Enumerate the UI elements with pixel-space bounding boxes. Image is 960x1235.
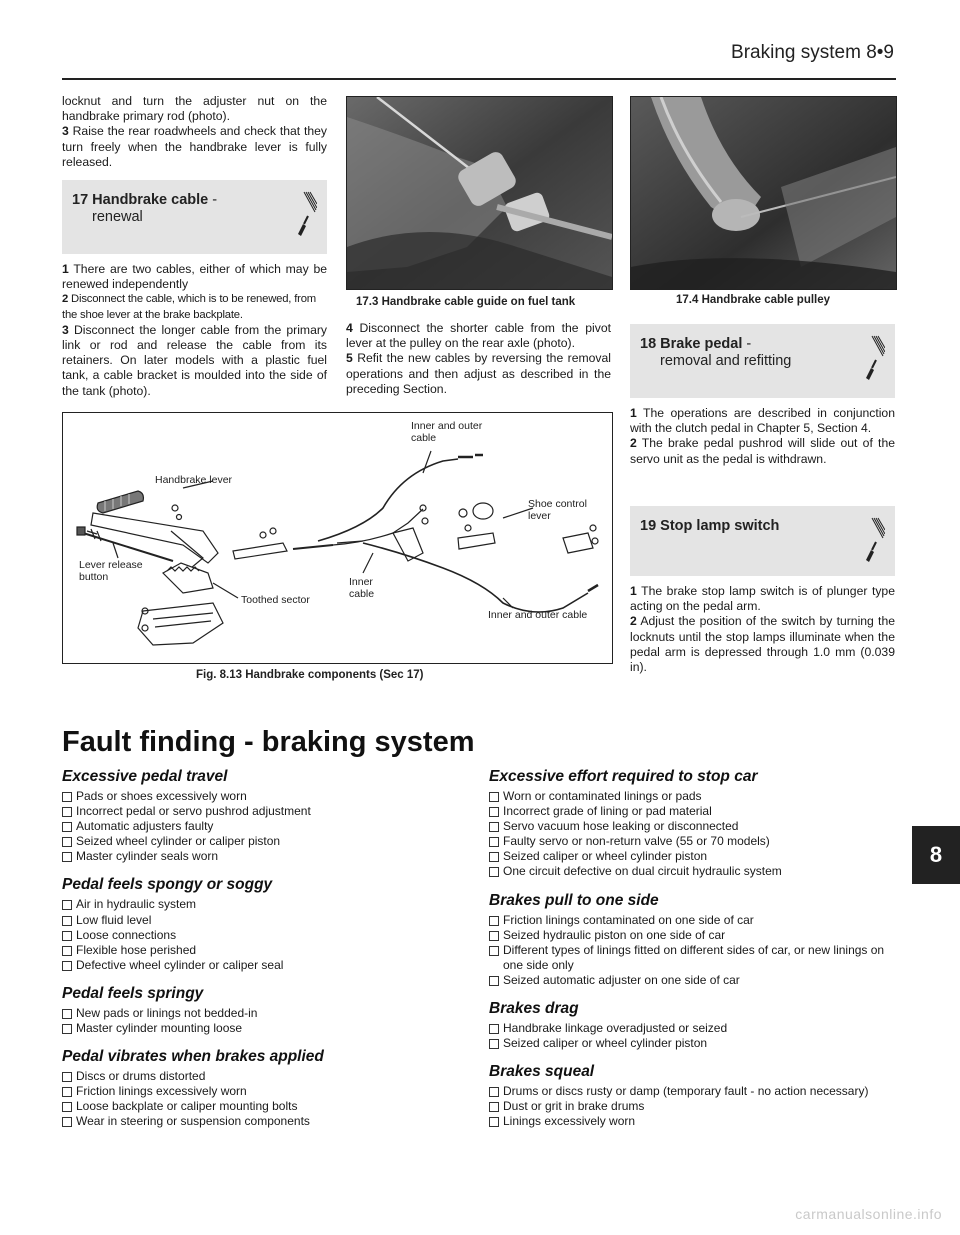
fault-list-item xyxy=(489,928,889,943)
checkbox-square-icon xyxy=(62,961,72,971)
checkbox-square-icon xyxy=(489,1117,499,1127)
checkbox-square-icon xyxy=(489,976,499,986)
checkbox-square-icon xyxy=(62,1102,72,1112)
intro-paragraph-1: locknut and turn the adjuster nut on the handbrake primary rod (photo). xyxy=(62,94,327,124)
checkbox-square-icon xyxy=(62,931,72,941)
fault-list-item xyxy=(489,973,889,988)
fault-list-item xyxy=(489,1084,889,1099)
difficulty-wrench-icon xyxy=(295,188,317,238)
fault-item-text: One circuit defective on dual circuit hydraulic system xyxy=(503,864,782,879)
fault-category-title: Excessive effort required to stop car xyxy=(489,768,758,785)
sec17-item-2: 2 Disconnect the cable, which is to be renewed, from the shoe lever at the brake backplate. xyxy=(62,293,316,321)
checkbox-square-icon xyxy=(62,1087,72,1097)
fault-list-item xyxy=(489,1036,889,1051)
fault-list-item xyxy=(489,864,889,879)
label-inner-cable-2: cable xyxy=(349,588,375,600)
fault-category-title: Pedal vibrates when brakes applied xyxy=(62,1048,324,1066)
fault-list xyxy=(62,789,462,864)
sec17-item-3: 3 Disconnect the longer cable from the primary link or rod and release the cable from its retainers. On later models with a plastic fuel tank, a cable bracket is moulded into the side of the tank (photo). xyxy=(62,322,327,398)
section-18-items xyxy=(630,406,895,467)
fault-list xyxy=(62,1006,462,1036)
fault-item-text: Seized wheel cylinder or caliper piston xyxy=(76,834,281,849)
fault-list-item xyxy=(62,928,462,943)
fault-list xyxy=(62,1069,462,1129)
section-18-title: 18 Brake pedal - removal and refitting xyxy=(640,336,792,369)
fault-list xyxy=(62,897,462,972)
fault-item-text: Faulty servo or non-return valve (55 or 70 models) xyxy=(503,834,770,849)
checkbox-square-icon xyxy=(489,1039,499,1049)
fault-category-title: Brakes pull to one side xyxy=(489,891,659,909)
fault-item-text: Flexible hose perished xyxy=(76,942,197,957)
fault-finding-heading: Fault finding - braking system xyxy=(62,726,475,758)
fault-item-text: Friction linings excessively worn xyxy=(76,1084,247,1099)
checkbox-square-icon xyxy=(62,946,72,956)
fault-list-item xyxy=(62,958,462,973)
sec17-item-1: 1 There are two cables, either of which may be renewed independently xyxy=(62,262,327,292)
photo-handbrake-cable-pulley xyxy=(630,96,897,290)
watermark: carmanualsonline.info xyxy=(795,1206,942,1222)
checkbox-square-icon xyxy=(489,1087,499,1097)
section-17-title: 17 Handbrake cable - renewal xyxy=(72,192,218,225)
fault-item-text: Friction linings contaminated on one side of car xyxy=(503,912,754,927)
fault-list xyxy=(489,789,889,880)
fault-list-item xyxy=(62,897,462,912)
fault-list xyxy=(489,913,889,988)
fault-list-item xyxy=(489,834,889,849)
checkbox-square-icon xyxy=(62,822,72,832)
checkbox-square-icon xyxy=(62,852,72,862)
label-shoe-control-lever-2: lever xyxy=(528,510,551,522)
fault-item-text: Drums or discs rusty or damp (temporary fault - no action necessary) xyxy=(503,1084,869,1099)
handbrake-components-diagram xyxy=(63,413,612,663)
fault-column-left xyxy=(62,768,462,1142)
fault-category-title: Brakes squeal xyxy=(489,1063,595,1081)
fault-list-item xyxy=(62,1021,462,1036)
fault-list xyxy=(489,1021,889,1051)
photo-handbrake-cable-guide xyxy=(346,96,613,290)
fault-item-text: Automatic adjusters faulty xyxy=(76,819,214,834)
sec17-item-4: 4 Disconnect the shorter cable from the pivot lever at the pulley on the rear axle (photo). xyxy=(346,321,611,351)
fault-list-item xyxy=(489,1099,889,1114)
fault-item-text: Worn or contaminated linings or pads xyxy=(503,789,702,803)
difficulty-wrench-icon xyxy=(863,514,885,564)
checkbox-square-icon xyxy=(489,837,499,847)
checkbox-square-icon xyxy=(489,852,499,862)
fault-list-item xyxy=(62,1069,462,1084)
fault-list-item xyxy=(489,849,889,864)
fault-list-item xyxy=(62,819,462,834)
label-lever-release-button-2: button xyxy=(79,571,109,583)
fault-list-item xyxy=(62,849,462,864)
fault-list-item xyxy=(489,819,889,834)
label-inner-outer-cable-bottom: Inner and outer cable xyxy=(488,609,588,621)
fault-item-text: Pads or shoes excessively worn xyxy=(76,789,247,803)
fault-item-text: Incorrect grade of lining or pad material xyxy=(503,804,712,819)
label-toothed-sector: Toothed sector xyxy=(241,594,310,606)
photo-cable-pulley-image xyxy=(631,97,896,289)
checkbox-square-icon xyxy=(489,867,499,877)
checkbox-square-icon xyxy=(62,1024,72,1034)
fault-item-text: Master cylinder seals worn xyxy=(76,849,219,864)
section-19-items xyxy=(630,584,895,675)
photo-cable-guide-image xyxy=(347,97,612,289)
checkbox-square-icon xyxy=(62,1117,72,1127)
section-19-header xyxy=(630,506,895,576)
fault-list-item xyxy=(62,789,462,804)
difficulty-wrench-icon xyxy=(863,332,885,382)
fault-list-item xyxy=(62,1099,462,1114)
sec19-item-2: 2 Adjust the position of the switch by turning the locknuts until the stop lamps illuminate when the pedal arm is depressed through 1.0 mm (0.039 in). xyxy=(630,614,895,675)
fault-list-item xyxy=(489,789,889,804)
fault-list-item xyxy=(489,1114,889,1129)
fault-item-text: Defective wheel cylinder or caliper seal xyxy=(76,957,284,972)
checkbox-square-icon xyxy=(489,931,499,941)
fault-list-item xyxy=(489,913,889,928)
label-inner-cable: Inner xyxy=(349,576,373,588)
fault-list-item xyxy=(62,1006,462,1021)
checkbox-square-icon xyxy=(489,822,499,832)
fault-item-text: Incorrect pedal or servo pushrod adjustment xyxy=(76,804,311,819)
fault-list-item xyxy=(489,804,889,819)
checkbox-square-icon xyxy=(489,792,499,802)
label-inner-outer-cable-top: Inner and outer xyxy=(411,420,483,432)
figure-handbrake-components xyxy=(62,412,613,664)
fault-item-text: Loose backplate or caliper mounting bolts xyxy=(76,1099,298,1114)
intro-paragraph-2: 3 Raise the rear roadwheels and check that they turn freely when the handbrake lever is fully released. xyxy=(62,124,328,169)
fault-item-text: New pads or linings not bedded-in xyxy=(76,1005,258,1020)
fault-item-text: Air in hydraulic system xyxy=(76,897,197,912)
fault-item-text: Seized automatic adjuster on one side of car xyxy=(503,972,740,987)
fault-item-text: Handbrake linkage overadjusted or seized xyxy=(503,1021,728,1036)
fault-item-text: Seized caliper or wheel cylinder piston xyxy=(503,1036,708,1051)
checkbox-square-icon xyxy=(489,1102,499,1112)
photo-1-caption: 17.3 Handbrake cable guide on fuel tank xyxy=(356,296,576,308)
label-handbrake-lever: Handbrake lever xyxy=(155,474,233,486)
checkbox-square-icon xyxy=(62,807,72,817)
fault-category-title: Brakes drag xyxy=(489,1000,579,1018)
fault-column-right xyxy=(489,768,889,1142)
fault-item-text: Loose connections xyxy=(76,927,177,942)
fault-item-text: Wear in steering or suspension components xyxy=(76,1114,310,1129)
fault-category-title: Pedal feels spongy or soggy xyxy=(62,876,273,894)
checkbox-square-icon xyxy=(62,1072,72,1082)
label-inner-outer-cable-top-2: cable xyxy=(411,432,437,444)
checkbox-square-icon xyxy=(62,837,72,847)
fault-category-title: Pedal feels springy xyxy=(62,984,204,1002)
checkbox-square-icon xyxy=(489,1024,499,1034)
sec18-item-2: 2 The brake pedal pushrod will slide out of the servo unit as the pedal is withdrawn. xyxy=(630,436,895,466)
label-shoe-control-lever: Shoe control xyxy=(528,498,587,510)
fault-list-item xyxy=(62,804,462,819)
fault-item-text: Low fluid level xyxy=(76,912,152,927)
section-17-items-right xyxy=(346,321,611,397)
fault-list-item xyxy=(489,1021,889,1036)
fault-item-text: Linings excessively worn xyxy=(503,1114,636,1129)
fault-item-text: Seized hydraulic piston on one side of car xyxy=(503,927,726,942)
section-19-title: 19 Stop lamp switch xyxy=(640,518,780,534)
fault-category-title: Excessive pedal travel xyxy=(62,768,228,785)
chapter-tab: 8 xyxy=(912,826,960,884)
section-17-items-left xyxy=(62,262,327,399)
fault-list-item xyxy=(62,913,462,928)
page-header-title: Braking system 8•9 xyxy=(731,42,894,63)
checkbox-square-icon xyxy=(62,916,72,926)
fault-list-item xyxy=(62,834,462,849)
checkbox-square-icon xyxy=(489,916,499,926)
fault-item-text: Dust or grit in brake drums xyxy=(503,1099,645,1114)
figure-caption: Fig. 8.13 Handbrake components (Sec 17) xyxy=(196,669,424,681)
fault-list-item xyxy=(62,1084,462,1099)
fault-list xyxy=(489,1084,889,1129)
photo-2-caption: 17.4 Handbrake cable pulley xyxy=(676,294,831,306)
sec18-item-1: 1 The operations are described in conjunction with the clutch pedal in Chapter 5, Section 4. xyxy=(630,406,895,436)
sec17-item-5: 5 Refit the new cables by reversing the removal operations and then adjust as described in the preceding Section. xyxy=(346,351,611,396)
section-18-header xyxy=(630,324,895,398)
section-17-header xyxy=(62,180,327,254)
checkbox-square-icon xyxy=(62,900,72,910)
fault-item-text: Servo vacuum hose leaking or disconnected xyxy=(503,819,739,834)
header-rule xyxy=(62,78,896,80)
label-lever-release-button: Lever release xyxy=(79,559,143,571)
checkbox-square-icon xyxy=(489,946,499,956)
fault-list-item xyxy=(489,943,889,973)
fault-item-text: Master cylinder mounting loose xyxy=(76,1021,243,1036)
fault-list-item xyxy=(62,1114,462,1129)
checkbox-square-icon xyxy=(62,792,72,802)
checkbox-square-icon xyxy=(62,1009,72,1019)
fault-item-text: Seized caliper or wheel cylinder piston xyxy=(503,849,708,864)
intro-text xyxy=(62,94,327,170)
sec19-item-1: 1 The brake stop lamp switch is of plunger type acting on the pedal arm. xyxy=(630,584,895,614)
checkbox-square-icon xyxy=(489,807,499,817)
fault-list-item xyxy=(62,943,462,958)
fault-item-text: Different types of linings fitted on different sides of car, or new linings on one side only xyxy=(503,942,885,972)
fault-item-text: Discs or drums distorted xyxy=(76,1069,206,1084)
